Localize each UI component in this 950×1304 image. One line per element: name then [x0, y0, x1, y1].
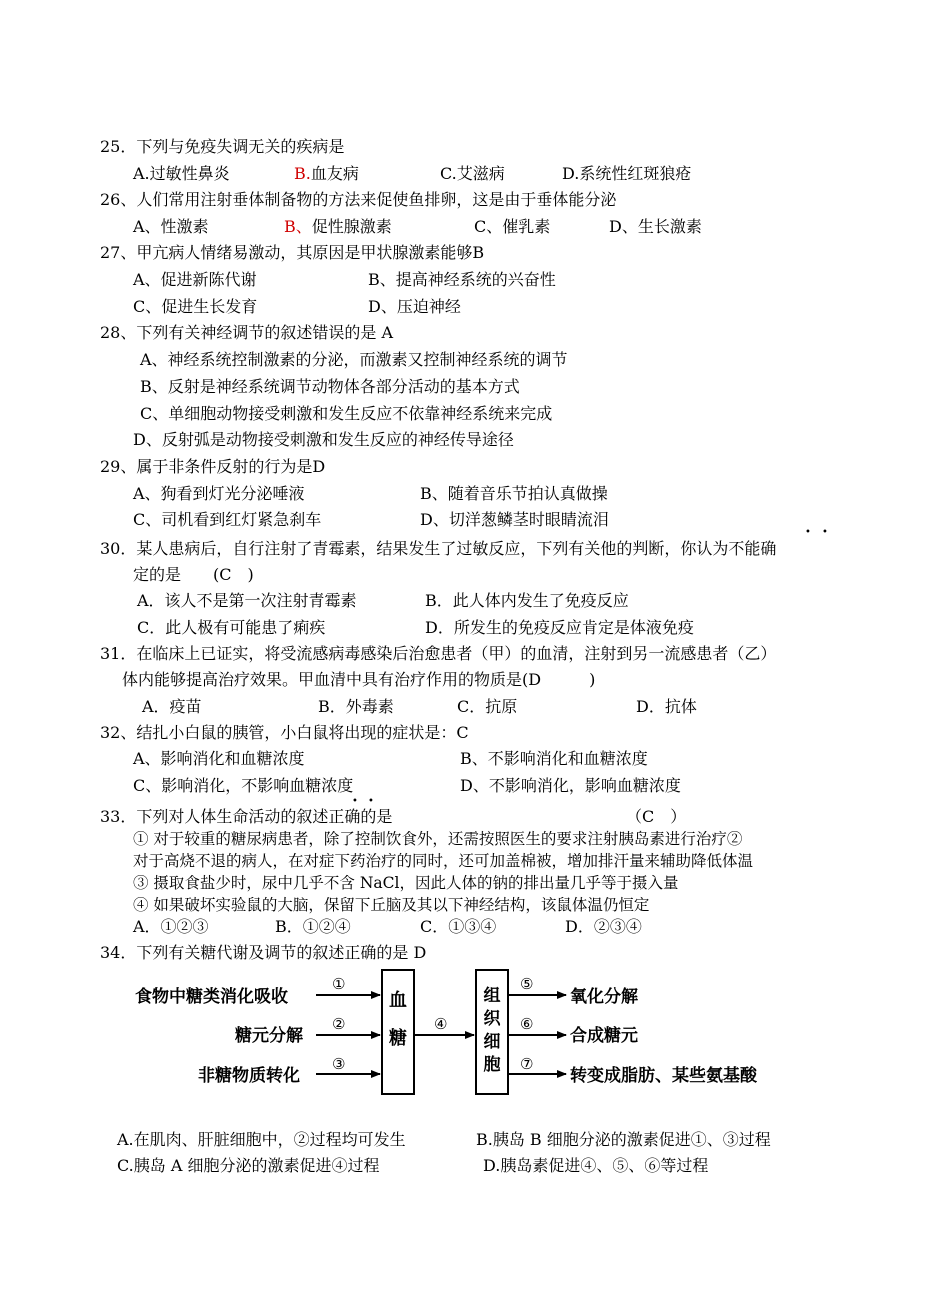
q34-stem: 34．下列有关糖代谢及调节的叙述正确的是 D — [100, 943, 427, 962]
q28-stem: 28、下列有关神经调节的叙述错误的是 A — [100, 323, 394, 342]
q31-stem-line2: 体内能够提高治疗效果。甲血清中具有治疗作用的物质是(D ) — [122, 670, 596, 689]
q31-stem-line1: 31．在临床上已证实，将受流感病毒感染后治愈患者（甲）的血清，注射到另一流感患者（乙） — [100, 644, 777, 663]
q32-option-a: A、影响消化和血糖浓度 — [133, 749, 305, 768]
q30-option-a: A．该人不是第一次注射青霉素 — [137, 591, 357, 610]
q29-option-d: D、切洋葱鳞茎时眼睛流泪 — [420, 510, 609, 529]
emphasis-dot: • — [805, 527, 811, 538]
q29-option-a: A、狗看到灯光分泌唾液 — [133, 484, 305, 503]
q26-option-d: D、生长激素 — [609, 217, 702, 236]
q26-stem: 26、人们常用注射垂体制备物的方法来促使鱼排卵，这是由于垂体能分泌 — [100, 190, 617, 209]
input-label-1: 食物中糖类消化吸收 — [135, 987, 288, 1007]
tissue-cell-char-2: 织 — [483, 1009, 501, 1029]
process-number-5: ⑤ — [520, 975, 534, 993]
q28-option-b: B、反射是神经系统调节动物体各部分活动的基本方式 — [140, 377, 520, 396]
process-number-2: ② — [332, 1015, 346, 1033]
tissue-cell-char-1: 组 — [483, 986, 501, 1006]
q31-option-c: C．抗原 — [457, 697, 518, 716]
q29-option-c: C、司机看到红灯紧急刹车 — [133, 510, 322, 529]
q30-option-c: C．此人极有可能患了痢疾 — [137, 618, 326, 637]
q25-option-c: C.艾滋病 — [440, 164, 505, 183]
q29-stem: 29、属于非条件反射的行为是D — [100, 457, 326, 476]
q28-option-a: A、神经系统控制激素的分泌，而激素又控制神经系统的调节 — [140, 350, 568, 369]
process-number-7: ⑦ — [520, 1055, 534, 1073]
q26-option-b — [284, 217, 392, 237]
emphasis-dot: • — [352, 796, 358, 807]
tissue-cell-char-4: 胞 — [483, 1055, 501, 1075]
q29-option-b: B、随着音乐节拍认真做操 — [420, 484, 608, 503]
q34-option-b: B.胰岛 B 细胞分泌的激素促进①、③过程 — [476, 1130, 771, 1149]
tissue-cell-char-3: 细 — [483, 1032, 501, 1052]
q25-option-b-letter: B. — [294, 164, 311, 183]
q33-answer: （C ） — [626, 807, 687, 826]
process-number-6: ⑥ — [520, 1015, 534, 1033]
process-number-1: ① — [332, 975, 346, 993]
q33-option-d: D．②③④ — [565, 917, 642, 936]
q33-statement-2: 对于高烧不退的病人，在对症下药治疗的同时，还可加盖棉被，增加排汗量来辅助降低体温 — [133, 852, 754, 870]
q27-option-c: C、促进生长发育 — [133, 297, 258, 316]
q34-option-c: C.胰岛 A 细胞分泌的激素促进④过程 — [117, 1156, 380, 1175]
q32-option-b: B、不影响消化和血糖浓度 — [460, 749, 648, 768]
output-label-1: 氧化分解 — [570, 987, 638, 1007]
glucose-metabolism-diagram — [130, 968, 810, 1098]
q33-statement-4: ④ 如果破坏实验鼠的大脑，保留下丘脑及其以下神经结构，该鼠体温仍恒定 — [133, 896, 650, 914]
q34-option-a: A.在肌肉、肝脏细胞中，②过程均可发生 — [117, 1130, 406, 1149]
q34-option-d: D.胰岛素促进④、⑤、⑥等过程 — [483, 1156, 709, 1175]
q33-option-c: C．①③④ — [420, 917, 497, 936]
q30-stem-line2: 定的是 (C ) — [133, 565, 254, 584]
q33-statement-1: ① 对于较重的糖尿病患者，除了控制饮食外，还需按照医生的要求注射胰岛素进行治疗② — [133, 830, 743, 848]
q27-option-a: A、促进新陈代谢 — [133, 270, 257, 289]
q33-option-b: B．①②④ — [275, 917, 351, 936]
q32-stem: 32、结扎小白鼠的胰管，小白鼠将出现的症状是：C — [100, 723, 469, 742]
output-label-2: 合成糖元 — [570, 1026, 638, 1046]
q33-statement-3: ③ 摄取食盐少时，尿中几乎不含 NaCl，因此人体的钠的排出量几乎等于摄入量 — [133, 874, 679, 892]
q26-option-b-letter: B、 — [284, 217, 312, 236]
q30-option-d: D．所发生的免疫反应肯定是体液免疫 — [425, 618, 694, 637]
q28-option-d: D、反射弧是动物接受刺激和发生反应的神经传导途径 — [133, 430, 514, 449]
input-label-2: 糖元分解 — [235, 1026, 303, 1046]
q26-option-b-text: 促性腺激素 — [311, 217, 392, 236]
q26-option-a: A、性激素 — [133, 217, 209, 236]
blood-sugar-char-2: 糖 — [389, 1028, 407, 1049]
q27-stem: 27、甲亢病人情绪易激动，其原因是甲状腺激素能够B — [100, 243, 485, 262]
process-number-3: ③ — [332, 1055, 346, 1073]
q25-option-b — [294, 164, 359, 184]
emphasis-dot: • — [822, 527, 828, 538]
input-label-3: 非糖物质转化 — [198, 1066, 300, 1086]
q31-option-d: D．抗体 — [636, 697, 697, 716]
q33-option-a: A．①②③ — [133, 917, 209, 936]
q32-option-d: D、不影响消化，影响血糖浓度 — [460, 776, 681, 795]
q26-option-c: C、催乳素 — [474, 217, 551, 236]
emphasis-dot: • — [368, 796, 374, 807]
q27-option-b: B、提高神经系统的兴奋性 — [368, 270, 556, 289]
q30-option-b: B．此人体内发生了免疫反应 — [425, 591, 629, 610]
q33-stem: 33．下列对人体生命活动的叙述正确的是 — [100, 807, 393, 826]
q25-option-a: A.过敏性鼻炎 — [133, 164, 230, 183]
q31-option-a: A．疫苗 — [142, 697, 202, 716]
q25-stem: 25．下列与免疫失调无关的疾病是 — [100, 137, 345, 156]
q32-option-c: C、影响消化，不影响血糖浓度 — [133, 776, 354, 795]
q25-option-d: D.系统性红斑狼疮 — [562, 164, 692, 183]
q30-stem-line1: 30．某人患病后，自行注射了青霉素，结果发生了过敏反应，下列有关他的判断，你认为不能确 — [100, 539, 777, 558]
process-number-4: ④ — [434, 1015, 448, 1033]
q27-option-d: D、压迫神经 — [368, 297, 461, 316]
q28-option-c: C、单细胞动物接受刺激和发生反应不依靠神经系统来完成 — [140, 404, 553, 423]
blood-sugar-char-1: 血 — [389, 990, 407, 1011]
q31-option-b: B．外毒素 — [318, 697, 394, 716]
output-label-3: 转变成脂肪、某些氨基酸 — [570, 1066, 757, 1086]
q25-option-b-text: 血友病 — [310, 164, 359, 183]
